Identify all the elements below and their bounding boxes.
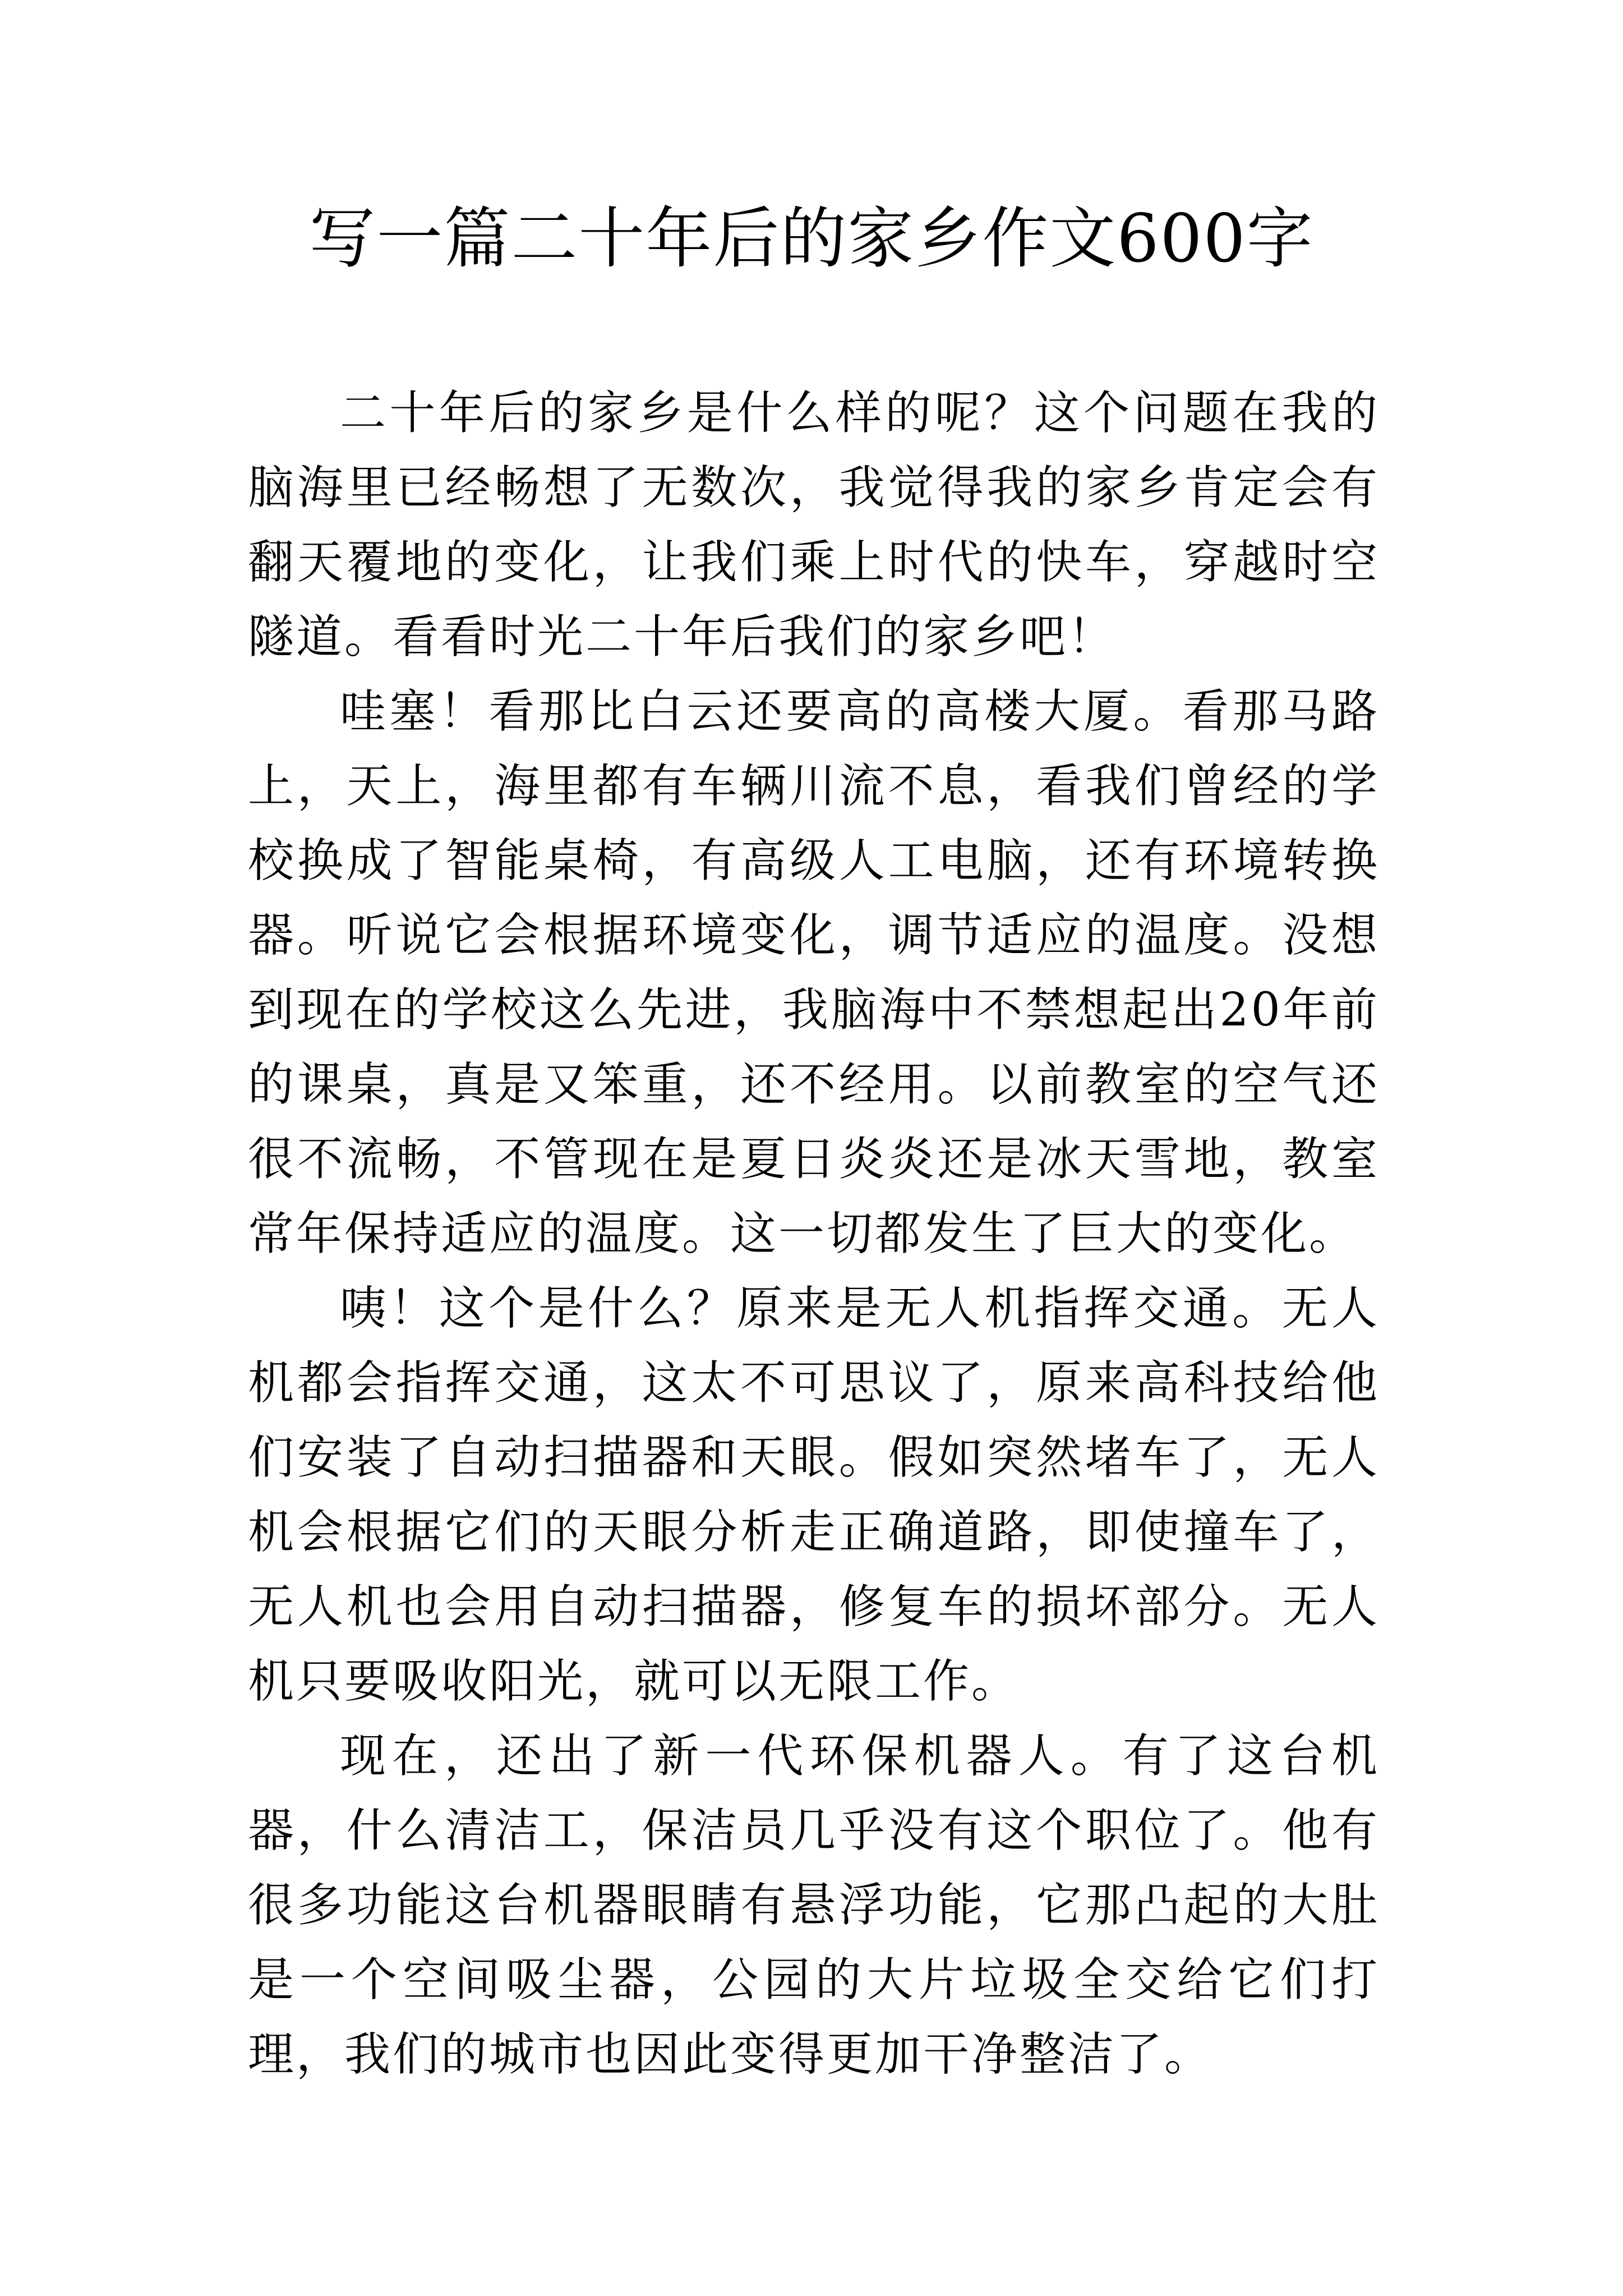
- document-title: 写一篇二十年后的家乡作文600字: [309, 200, 1314, 277]
- paragraph-1: 二十年后的家乡是什么样的呢？这个问题在我的脑海里已经畅想了无数次，我觉得我的家乡肯定会有翻天覆地的变化，让我们乘上时代的快车，穿越时空隧道。看看时光二十年后我们的家乡吧！: [248, 386, 1380, 664]
- document-body: [248, 376, 1380, 2092]
- paragraph-2: 哇塞！看那比白云还要高的高楼大厦。看那马路上，天上，海里都有车辆川流不息，看我们曾经的学校换成了智能桌椅，有高级人工电脑，还有环境转换器。听说它会根据环境变化，调节适应的温度。没想到现在的学校这么先进，我脑海中不禁想起出20年前的课桌，真是又笨重，还不经用。以前教室的空气还很不流畅，不管现在是夏日炎炎还是冰天雪地，教室常年保持适应的温度。这一切都发生了巨大的变化。: [248, 685, 1380, 1260]
- paragraph-4: 现在，还出了新一代环保机器人。有了这台机器，什么清洁工，保洁员几乎没有这个职位了。他有很多功能这台机器眼睛有悬浮功能，它那凸起的大肚是一个空间吸尘器，公园的大片垃圾全交给它们打理，我们的城市也因此变得更加干净整洁了。: [248, 1729, 1380, 2081]
- paragraph-3: 咦！这个是什么？原来是无人机指挥交通。无人机都会指挥交通，这太不可思议了，原来高科技给他们安装了自动扫描器和天眼。假如突然堵车了，无人机会根据它们的天眼分析走正确道路，即使撞车了，无人机也会用自动扫描器，修复车的损坏部分。无人机只要吸收阳光，就可以无限工作。: [248, 1282, 1380, 1708]
